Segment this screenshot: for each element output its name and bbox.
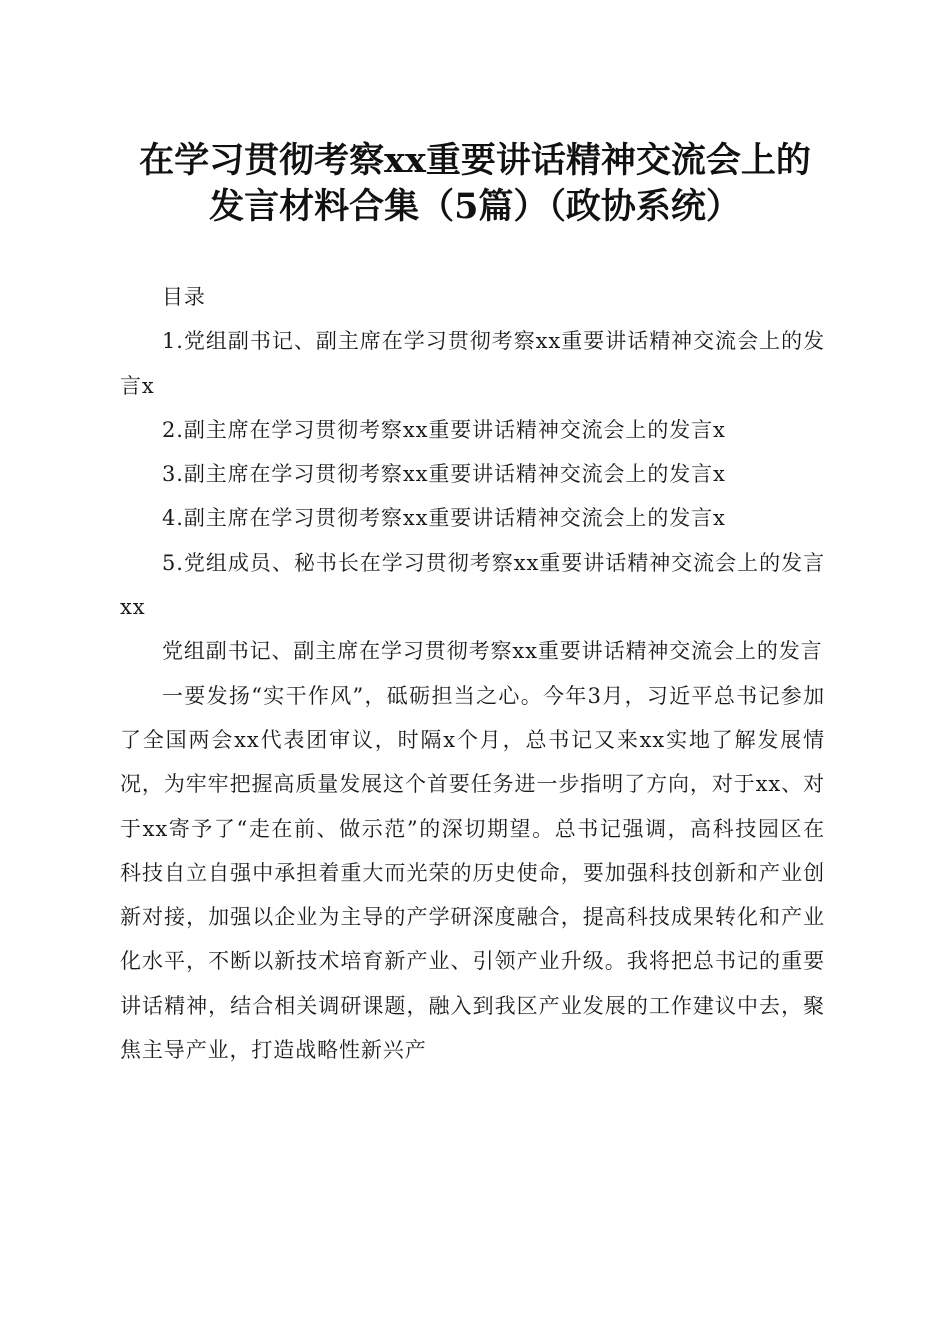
toc-item-4: 4.副主席在学习贯彻考察xx重要讲话精神交流会上的发言x — [162, 506, 726, 531]
section-heading: 党组副书记、副主席在学习贯彻考察xx重要讲话精神交流会上的发言 — [162, 639, 823, 664]
document-body — [120, 275, 825, 1072]
toc-heading: 目录 — [162, 285, 206, 309]
title-line-1: 在学习贯彻考察xx重要讲话精神交流会上的 — [139, 140, 811, 181]
toc-item-3: 3.副主席在学习贯彻考察xx重要讲话精神交流会上的发言x — [162, 462, 726, 487]
toc-item-1: 1.党组副书记、副主席在学习贯彻考察xx重要讲话精神交流会上的发言x — [120, 329, 825, 398]
title-line-2: 发言材料合集（5篇）（政协系统） — [209, 186, 741, 227]
toc-item-5: 5.党组成员、秘书长在学习贯彻考察xx重要讲话精神交流会上的发言xx — [120, 550, 825, 620]
body-paragraph: 一要发扬“实干作风”，砥砺担当之心。今年3月，习近平总书记参加了全国两会xx代表团审议，时隔x个月，总书记又来xx实地了解发展情况，为牢牢把握高质量发展这个首要任务进一步指明了方向，对于xx、对于xx寄予了“走在前、做示范”的深切期望。总书记强调，高科技园区在科技自立自强中承担着重大而光荣的历史使命，要加强科技创新和产业创新对接，加强以企业为主导的产学研深度融合，提高科技成果转化和产业化水平，不断以新技术培育新产业、引领产业升级。我将把总书记的重要讲话精神，结合相关调研课题，融入到我区产业发展的工作建议中去，聚焦主导产业，打造战略性新兴产 — [120, 683, 825, 1063]
toc-item-2: 2.副主席在学习贯彻考察xx重要讲话精神交流会上的发言x — [162, 417, 726, 442]
document-title — [100, 138, 850, 230]
